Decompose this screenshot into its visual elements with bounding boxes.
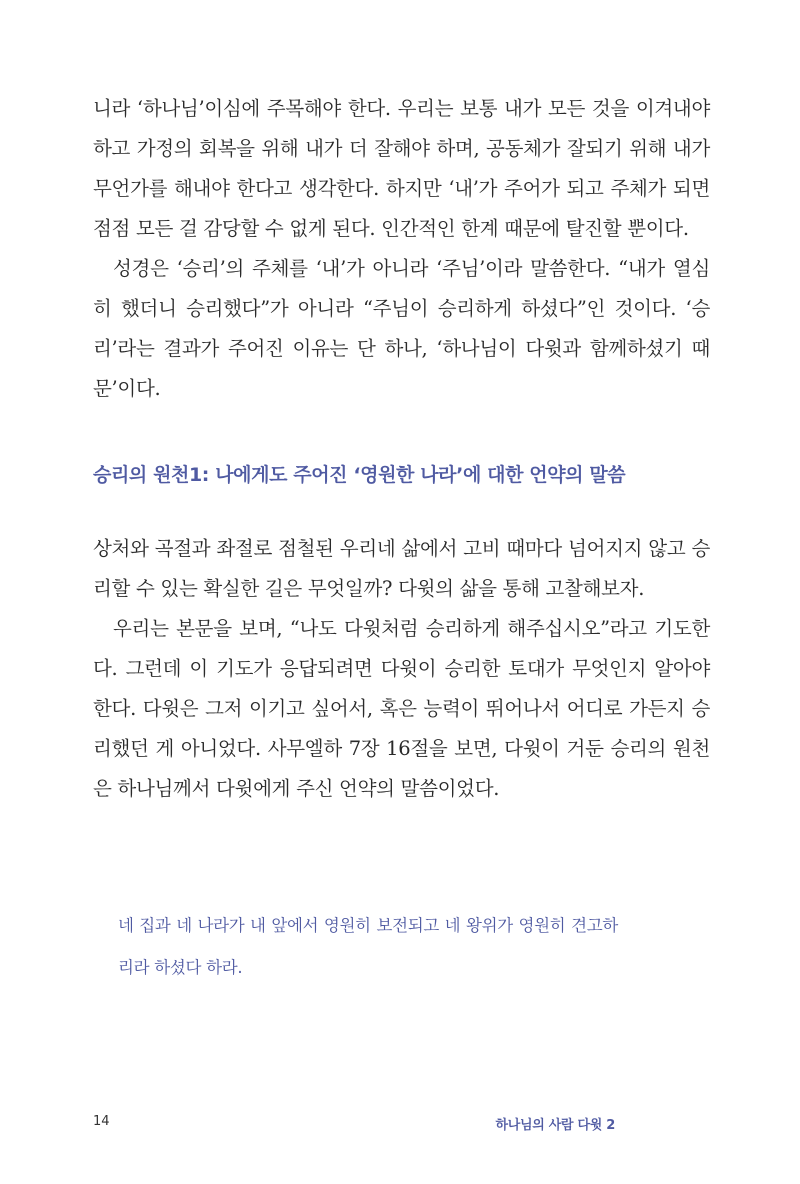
body-text-bottom: [93, 529, 710, 809]
paragraph-4: 우리는 본문을 보며, “나도 다윗처럼 승리하게 해주십시오”라고 기도한다. 그런데 이 기도가 응답되려면 다윗이 승리한 토대가 무엇인지 알아야 한다. 다윗은 그저 이기고 싶어서, 혹은 능력이 뛰어나서 어디로 가든지 승리했던 게 아니었다. 사무엘하 7장 16절을 보면, 다윗이 거둔 승리의 원천은 하나님께서 다윗에게 주신 언약의 말씀이었다.: [93, 617, 710, 800]
body-text-top: [93, 89, 710, 409]
paragraph-2: 성경은 ‘승리’의 주체를 ‘내’가 아니라 ‘주님’이라 말씀한다. “내가 열심히 했더니 승리했다”가 아니라 “주님이 승리하게 하셨다”인 것이다. ‘승리’라는 결과가 주어진 이유는 단 하나, ‘하나님이 다윗과 함께하셨기 때문’이다.: [93, 257, 710, 400]
running-title: 하나님의 사람 다윗 2: [495, 1118, 615, 1133]
page-number: 14: [93, 1114, 110, 1129]
paragraph-1: 니라 ‘하나님’이심에 주목해야 한다. 우리는 보통 내가 모든 것을 이겨내야 하고 가정의 회복을 위해 내가 더 잘해야 하며, 공동체가 잘되기 위해 내가 무언가를 해내야 한다고 생각한다. 하지만 ‘내’가 주어가 되고 주체가 되면 점점 모든 걸 감당할 수 없게 된다. 인간적인 한계 때문에 탈진할 뿐이다.: [93, 97, 710, 240]
paragraph-3: 상처와 곡절과 좌절로 점철된 우리네 삶에서 고비 때마다 넘어지지 않고 승리할 수 있는 확실한 길은 무엇일까? 다윗의 삶을 통해 고찰해보자.: [93, 537, 710, 600]
scripture-quote: 네 집과 네 나라가 내 앞에서 영원히 보전되고 네 왕위가 영원히 견고하리라 하셨다 하라.: [118, 916, 618, 977]
section-heading: 승리의 원천1: 나에게도 주어진 ‘영원한 나라’에 대한 언약의 말씀: [93, 464, 626, 486]
